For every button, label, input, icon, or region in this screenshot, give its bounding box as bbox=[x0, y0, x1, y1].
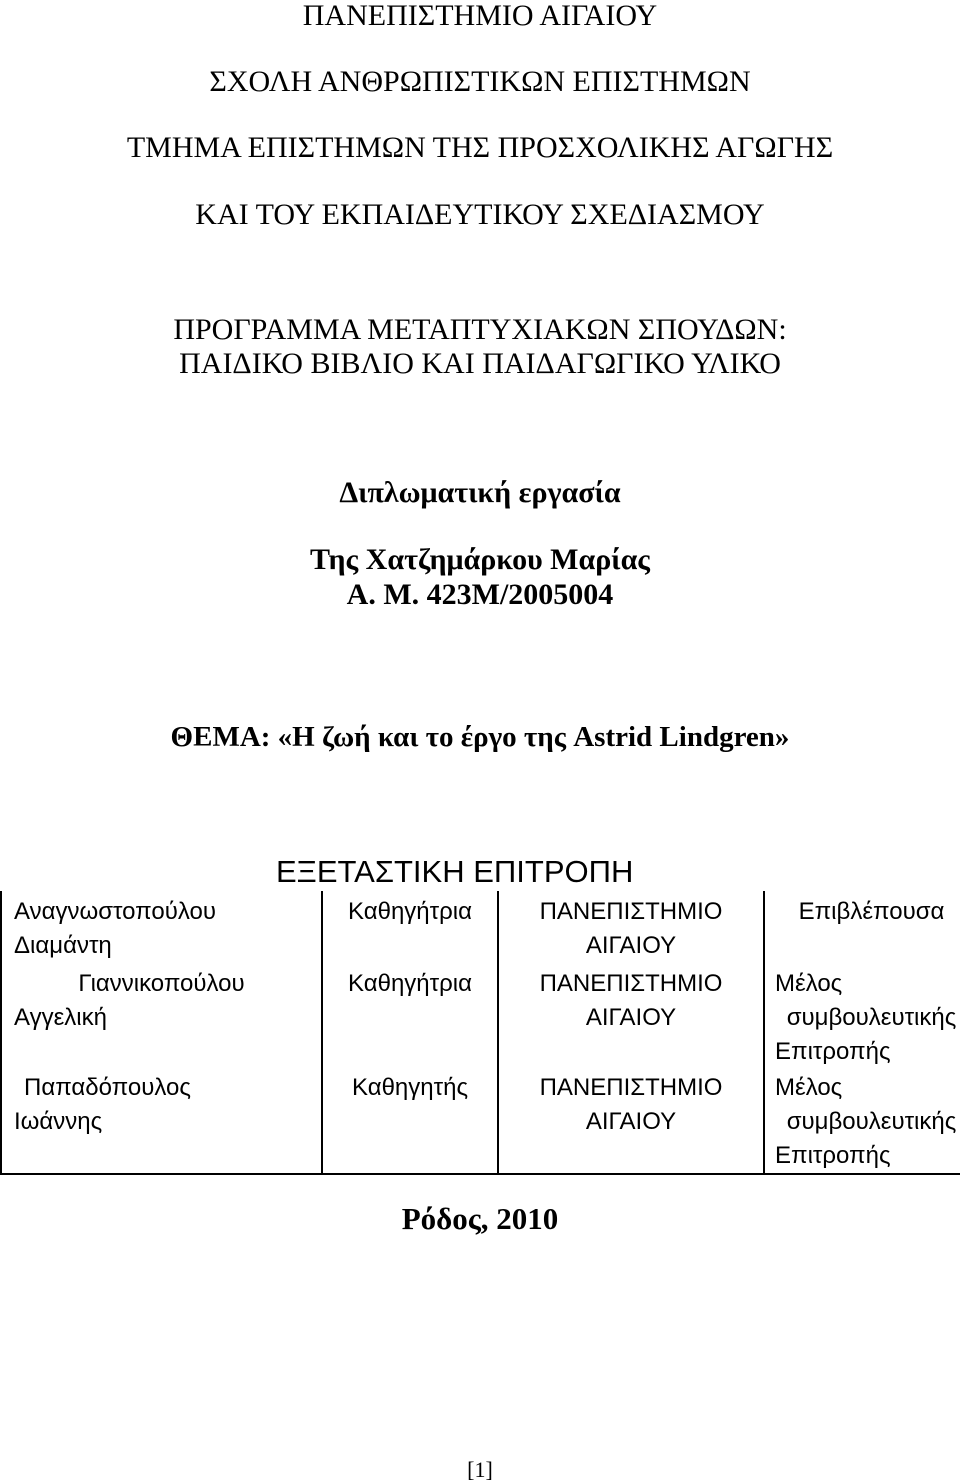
member-position bbox=[764, 1069, 960, 1174]
position-line: Επιτροπής bbox=[775, 1142, 891, 1169]
student-id: Α. Μ. 423Μ/2005004 bbox=[346, 578, 614, 611]
table-row bbox=[1, 1069, 960, 1174]
thesis-author: Της Χατζημάρκου Μαρίας bbox=[310, 543, 650, 576]
member-role-text: Καθηγήτρια bbox=[348, 970, 472, 997]
position-line: Μέλος bbox=[775, 970, 843, 997]
table-row bbox=[1, 963, 960, 1069]
member-role bbox=[322, 891, 498, 963]
program-title-line2: ΠΑΙΔΙΚΟ ΒΙΒΛΙΟ ΚΑΙ ΠΑΙΔΑΓΩΓΙΚΟ ΥΛΙΚΟ bbox=[179, 347, 781, 380]
position-line: συμβουλευτικής bbox=[786, 1004, 957, 1031]
institution-line: ΑΙΓΑΙΟΥ bbox=[585, 1108, 677, 1135]
thesis-topic: ΘΕΜΑ: «Η ζωή και το έργο της Astrid Lindgren» bbox=[170, 721, 790, 753]
member-institution bbox=[498, 963, 764, 1069]
position-line: συμβουλευτικής bbox=[786, 1108, 957, 1135]
member-name-line: Ιωάννης bbox=[14, 1108, 103, 1135]
institution-line: ΑΙΓΑΙΟΥ bbox=[585, 1004, 677, 1031]
institution-line: ΠΑΝΕΠΙΣΤΗΜΙΟ bbox=[539, 1074, 723, 1101]
university-title: ΠΑΝΕΠΙΣΤΗΜΙΟ ΑΙΓΑΙΟΥ bbox=[302, 0, 658, 32]
position-line: Επιτροπής bbox=[775, 1038, 891, 1065]
position-line: Επιβλέπουσα bbox=[798, 898, 945, 925]
member-name-line: Διαμάντη bbox=[14, 932, 112, 959]
member-role bbox=[322, 1069, 498, 1174]
institution-line: ΑΙΓΑΙΟΥ bbox=[585, 932, 677, 959]
member-institution bbox=[498, 891, 764, 963]
member-name bbox=[1, 1069, 322, 1174]
member-name bbox=[1, 963, 322, 1069]
committee-title: ΕΞΕΤΑΣΤΙΚΗ ΕΠΙΤΡΟΠΗ bbox=[276, 854, 634, 889]
member-role-text: Καθηγητής bbox=[351, 1074, 469, 1101]
thesis-type: Διπλωματική εργασία bbox=[339, 476, 621, 509]
member-institution bbox=[498, 1069, 764, 1174]
position-line: Μέλος bbox=[775, 1074, 843, 1101]
member-name-line: Παπαδόπουλος bbox=[24, 1074, 191, 1101]
school-title: ΣΧΟΛΗ ΑΝΘΡΩΠΙΣΤΙΚΩΝ ΕΠΙΣΤΗΜΩΝ bbox=[209, 65, 751, 98]
department-title-line2: ΚΑΙ ΤΟΥ ΕΚΠΑΙΔΕΥΤΙΚΟΥ ΣΧΕΔΙΑΣΜΟΥ bbox=[195, 198, 765, 231]
member-name-line: Γιαννικοπούλου bbox=[78, 970, 245, 997]
member-role-text: Καθηγήτρια bbox=[348, 898, 472, 925]
member-name bbox=[1, 891, 322, 963]
member-name-line: Αγγελική bbox=[14, 1004, 107, 1031]
member-position bbox=[764, 891, 960, 963]
committee-table bbox=[0, 891, 960, 1175]
institution-line: ΠΑΝΕΠΙΣΤΗΜΙΟ bbox=[539, 970, 723, 997]
department-title-line1: ΤΜΗΜΑ ΕΠΙΣΤΗΜΩΝ ΤΗΣ ΠΡΟΣΧΟΛΙΚΗΣ ΑΓΩΓΗΣ bbox=[126, 131, 834, 164]
member-position bbox=[764, 963, 960, 1069]
member-name-line: Αναγνωστοπούλου bbox=[14, 898, 216, 925]
place-year: Ρόδος, 2010 bbox=[401, 1201, 559, 1236]
member-role bbox=[322, 963, 498, 1069]
page-number: [1] bbox=[467, 1457, 493, 1482]
institution-line: ΠΑΝΕΠΙΣΤΗΜΙΟ bbox=[539, 898, 723, 925]
program-title-line1: ΠΡΟΓΡΑΜΜΑ ΜΕΤΑΠΤΥΧΙΑΚΩΝ ΣΠΟΥΔΩΝ: bbox=[173, 313, 787, 346]
table-row bbox=[1, 891, 960, 963]
